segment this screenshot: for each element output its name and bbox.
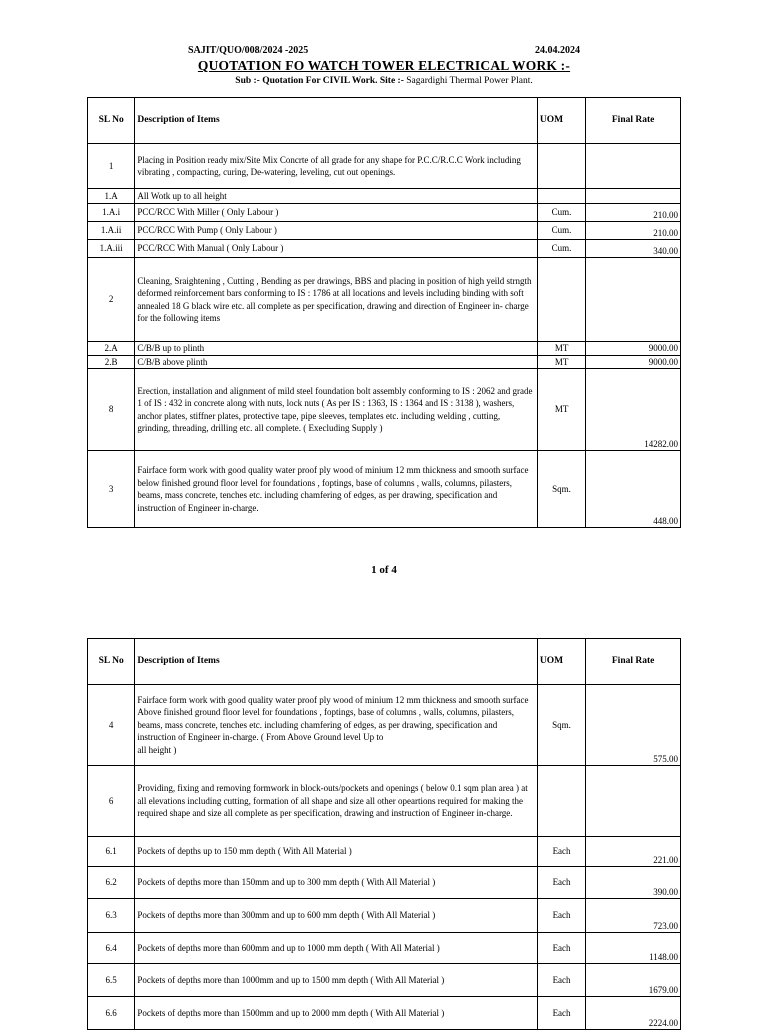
desc-text-continued: all height ) [137, 744, 177, 755]
col-header-sl: SL No [88, 639, 135, 685]
table-row [88, 766, 681, 837]
sl-cell: 1.A [88, 189, 135, 204]
desc-cell: C/B/B above plinth [135, 355, 538, 369]
uom-cell: Each [537, 964, 585, 997]
col-header-uom: UOM [537, 639, 585, 685]
rate-cell [586, 189, 681, 204]
rate-cell: 9000.00 [586, 342, 681, 356]
col-header-rate: Final Rate [586, 639, 681, 685]
desc-cell: Pockets of depths more than 1000mm and up to 1500 mm depth ( With All Material ) [135, 964, 538, 997]
rate-cell: 340.00 [586, 240, 681, 258]
quotation-date: 24.04.2024 [535, 45, 580, 56]
table-row [88, 867, 681, 899]
sl-cell: 1.A.iii [88, 240, 135, 258]
sl-cell: 6.3 [88, 899, 135, 933]
table-row [88, 933, 681, 964]
rate-cell [586, 144, 681, 189]
uom-cell: Each [537, 997, 585, 1030]
sl-cell: 6.4 [88, 933, 135, 964]
desc-cell: Cleaning, Sraightening , Cutting , Bending as per drawings, BBS and placing in position of high yeild strngth deformed reinforcement bars conforming to IS : 1786 at all locations and levels including binding with soft annealed 18 G black wire etc. all complete as per specification, drawing and direction of Engineer in- charge for the following items [135, 258, 538, 342]
table-row [88, 144, 681, 189]
table-row [88, 204, 681, 222]
rate-cell [586, 258, 681, 342]
subject-label: Sub :- Quotation For CIVIL Work. Site :- [235, 76, 404, 86]
rate-cell: 448.00 [586, 451, 681, 528]
table-row [88, 342, 681, 356]
rate-cell [586, 766, 681, 837]
uom-cell: Cum. [537, 222, 585, 240]
table-row [88, 222, 681, 240]
uom-cell: Sqm. [537, 685, 585, 766]
sl-cell: 6.2 [88, 867, 135, 899]
table-row [88, 451, 681, 528]
uom-cell: MT [537, 355, 585, 369]
rate-cell: 210.00 [586, 222, 681, 240]
uom-cell: Each [537, 837, 585, 867]
rate-cell: 2224.00 [586, 997, 681, 1030]
desc-cell: Pockets of depths up to 150 mm depth ( With All Material ) [135, 837, 538, 867]
sl-cell: 2.A [88, 342, 135, 356]
table-row [88, 997, 681, 1030]
desc-cell: Providing, fixing and removing formwork in block-outs/pockets and openings ( below 0.1 sqm plan area ) at all elevations including cutting, formation of all shape and size all other opeartions required for making the required shape and size all complete as per specification, drawing and instruction of Engineer in-charge. [135, 766, 538, 837]
uom-cell [537, 144, 585, 189]
rate-cell: 723.00 [586, 899, 681, 933]
table-row [88, 685, 681, 766]
table-row [88, 964, 681, 997]
page-title: QUOTATION FO WATCH TOWER ELECTRICAL WORK :- [197, 58, 571, 73]
col-header-uom: UOM [537, 98, 585, 144]
sl-cell: 1.A.i [88, 204, 135, 222]
rate-cell: 1148.00 [586, 933, 681, 964]
col-header-desc: Description of Items [135, 639, 538, 685]
col-header-sl: SL No [88, 98, 135, 144]
sl-cell: 6.1 [88, 837, 135, 867]
table-row [88, 837, 681, 867]
uom-cell [537, 258, 585, 342]
sl-cell: 8 [88, 369, 135, 451]
quotation-table-2 [87, 638, 681, 1030]
desc-cell: Erection, installation and alignment of mild steel foundation bolt assembly conforming to IS : 2062 and grade 1 of IS : 432 in concrete along with nuts, lock nuts ( As per IS : 1363, IS : 1364 and IS : 3138 ), washers, anchor plates, stiffner plates, protective tape, pipe sleeves, templates etc. including welding , cutting, grinding, threading, drilling etc. all complete. ( Execluding Supply ) [135, 369, 538, 451]
uom-cell [537, 766, 585, 837]
table-header-row [88, 639, 681, 685]
table-row [88, 240, 681, 258]
table-row [88, 258, 681, 342]
rate-cell: 390.00 [586, 867, 681, 899]
sl-cell: 2 [88, 258, 135, 342]
table-row [88, 189, 681, 204]
rate-cell: 575.00 [586, 685, 681, 766]
sl-cell: 6.5 [88, 964, 135, 997]
desc-cell: PCC/RCC With Miller ( Only Labour ) [135, 204, 538, 222]
desc-cell: Pockets of depths more than 150mm and up to 300 mm depth ( With All Material ) [135, 867, 538, 899]
uom-cell: Sqm. [537, 451, 585, 528]
desc-cell: Fairface form work with good quality water proof ply wood of minium 12 mm thickness and smooth surface below finished ground floor level for foundations , foptings, base of columns , walls, columns, pilasters, beams, mass concrete, tenches etc. including chamfering of edges, as per drawing, specification and instruction of Engineer in-charge. [135, 451, 538, 528]
desc-cell: Pockets of depths more than 300mm and up to 600 mm depth ( With All Material ) [135, 899, 538, 933]
uom-cell: MT [537, 342, 585, 356]
subject-line [0, 76, 768, 86]
table-row [88, 369, 681, 451]
quotation-table-1 [87, 97, 681, 528]
desc-cell: Placing in Position ready mix/Site Mix Concrte of all grade for any shape for P.C.C/R.C.C Work including vibrating , compacting, curing, De-watering, leveling, cut out openings. [135, 144, 538, 189]
sl-cell: 6.6 [88, 997, 135, 1030]
uom-cell: Cum. [537, 204, 585, 222]
reference-number: SAJIT/QUO/008/2024 -2025 [188, 45, 309, 56]
uom-cell: MT [537, 369, 585, 451]
col-header-desc: Description of Items [135, 98, 538, 144]
desc-text: Fairface form work with good quality water proof ply wood of minium 12 mm thickness and smooth surface Above finished ground floor level for foundations , foptings, base of columns , walls, columns, pilasters, beams, mass concrete, tenches etc. including chamfering of edges, as per drawing, specification and instruction of Engineer in-charge. ( From Above Ground level Up to [137, 694, 529, 743]
sl-cell: 2.B [88, 355, 135, 369]
uom-cell: Each [537, 899, 585, 933]
sl-cell: 4 [88, 685, 135, 766]
desc-cell: Pockets of depths more than 1500mm and up to 2000 mm depth ( With All Material ) [135, 997, 538, 1030]
rate-cell: 221.00 [586, 837, 681, 867]
desc-cell: PCC/RCC With Pump ( Only Labour ) [135, 222, 538, 240]
uom-cell [537, 189, 585, 204]
col-header-rate: Final Rate [586, 98, 681, 144]
rate-cell: 14282.00 [586, 369, 681, 451]
uom-cell: Each [537, 933, 585, 964]
uom-cell: Each [537, 867, 585, 899]
sl-cell: 1 [88, 144, 135, 189]
desc-cell [135, 685, 538, 766]
sl-cell: 3 [88, 451, 135, 528]
rate-cell: 9000.00 [586, 355, 681, 369]
table-row [88, 899, 681, 933]
desc-cell: Pockets of depths more than 600mm and up to 1000 mm depth ( With All Material ) [135, 933, 538, 964]
desc-cell: PCC/RCC With Manual ( Only Labour ) [135, 240, 538, 258]
table-header-row [88, 98, 681, 144]
table-row [88, 355, 681, 369]
page-number: 1 of 4 [371, 564, 397, 576]
uom-cell: Cum. [537, 240, 585, 258]
rate-cell: 1679.00 [586, 964, 681, 997]
sl-cell: 1.A.ii [88, 222, 135, 240]
rate-cell: 210.00 [586, 204, 681, 222]
sl-cell: 6 [88, 766, 135, 837]
desc-cell: C/B/B up to plinth [135, 342, 538, 356]
site-name: Sagardighi Thermal Power Plant. [406, 76, 533, 86]
desc-cell: All Wotk up to all height [135, 189, 538, 204]
